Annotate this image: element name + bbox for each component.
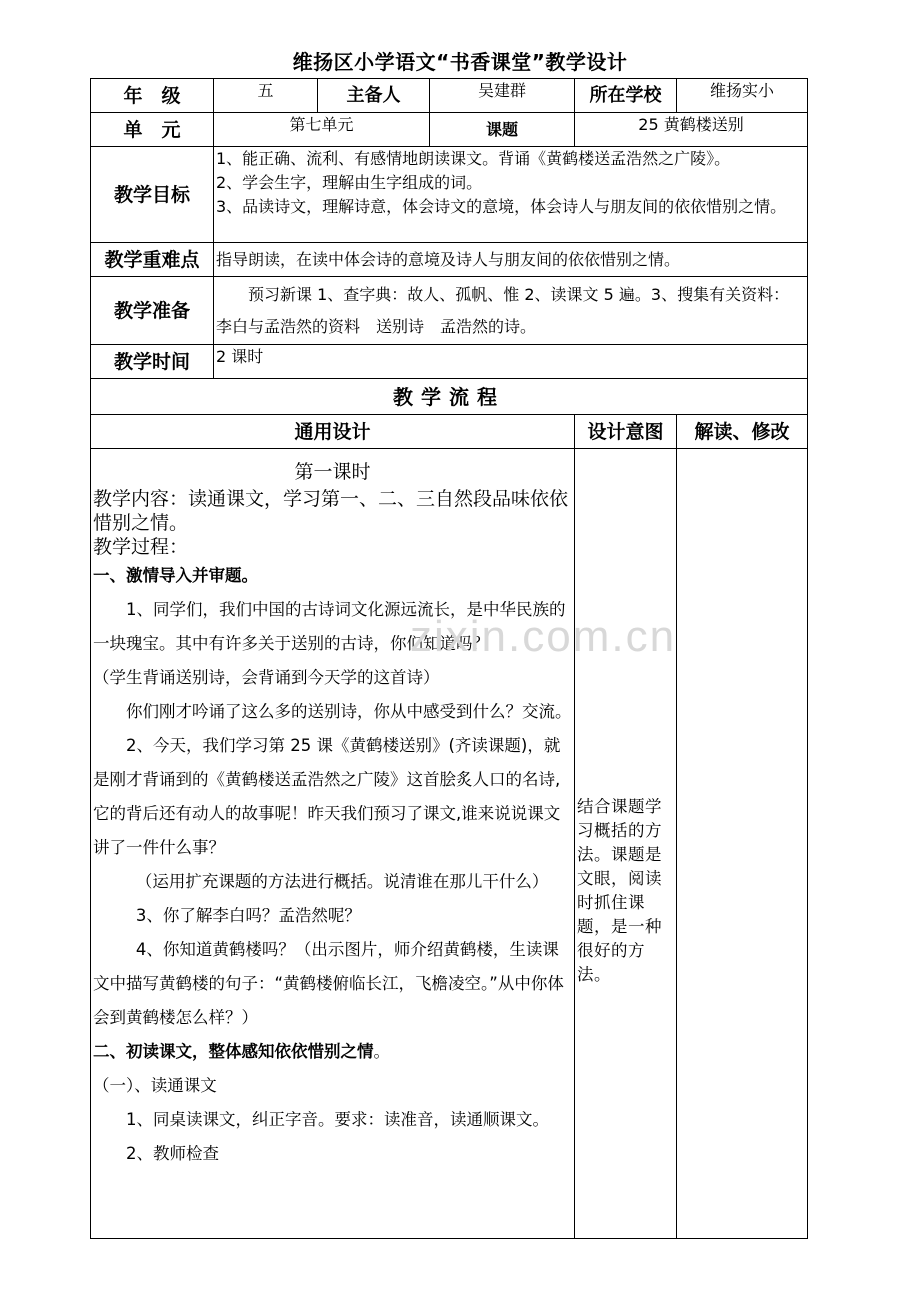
prep-label: 教学准备 xyxy=(91,277,214,345)
goal-item: 1、能正确、流利、有感情地朗读课文。背诵《黄鹤楼送孟浩然之广陵》。 xyxy=(216,149,731,168)
topic-label: 课题 xyxy=(430,113,575,147)
goals-text xyxy=(214,147,808,243)
lead-value: 吴建群 xyxy=(430,79,575,113)
paragraph: 你们刚才吟诵了这么多的送别诗，你从中感受到什么？交流。 xyxy=(126,702,572,721)
paragraph: 2、教师检查 xyxy=(126,1144,219,1163)
section-1-title: 一、激情导入并审题。 xyxy=(93,566,258,585)
col-notes-header: 解读、修改 xyxy=(677,415,808,449)
watermark: zixin.com.cn xyxy=(410,612,677,661)
lead-label: 主备人 xyxy=(318,79,430,113)
section-2-tail: 。 xyxy=(373,1042,390,1061)
paragraph: 4、你知道黄鹤楼吗？（出示图片，师介绍黄鹤楼，生读课文中描写黄鹤楼的句子：“黄鹤楼俯临长江，飞檐凌空。”从中你体会到黄鹤楼怎么样？） xyxy=(93,940,564,1027)
paragraph: 3、你了解李白吗？孟浩然呢？ xyxy=(135,906,361,925)
unit-label: 单 元 xyxy=(91,113,214,147)
document-title: 维扬区小学语文“书香课堂”教学设计 xyxy=(292,50,628,74)
time-label: 教学时间 xyxy=(91,345,214,379)
section-2-title: 二、初读课文，整体感知依依惜别之情 xyxy=(93,1042,374,1061)
school-label: 所在学校 xyxy=(575,79,677,113)
topic-value: 25 黄鹤楼送别 xyxy=(575,113,808,147)
process-label: 教学过程： xyxy=(93,536,189,558)
school-value: 维扬实小 xyxy=(677,79,808,113)
grade-value: 五 xyxy=(214,79,318,113)
lesson-content: 教学内容：读通课文，学习第一、二、三自然段品味依依惜别之情。 xyxy=(93,488,569,534)
keypoints-text: 指导朗读，在读中体会诗的意境及诗人与朋友间的依依惜别之情。 xyxy=(214,243,808,277)
design-cell xyxy=(91,449,575,1239)
intent-cell: 结合课题学习概括的方法。课题是文眼，阅读时抓住课题，是一种很好的方法。 xyxy=(575,449,677,1239)
notes-cell xyxy=(677,449,808,1239)
goal-item: 3、品读诗文，理解诗意，体会诗文的意境，体会诗人与朋友间的依依惜别之情。 xyxy=(216,197,787,216)
col-design-header: 通用设计 xyxy=(91,415,575,449)
paragraph: （运用扩充课题的方法进行概括。说清谁在那儿干什么） xyxy=(135,872,549,891)
goal-item: 2、学会生字，理解由生字组成的词。 xyxy=(216,173,483,192)
time-value: 2 课时 xyxy=(214,345,808,379)
goals-label: 教学目标 xyxy=(91,147,214,243)
paragraph: （学生背诵送别诗，会背诵到今天学的这首诗） xyxy=(93,668,440,687)
unit-value: 第七单元 xyxy=(214,113,430,147)
keypoints-label: 教学重难点 xyxy=(91,243,214,277)
col-intent-header: 设计意图 xyxy=(575,415,677,449)
flow-title: 教学流程 xyxy=(91,379,808,415)
prep-text: 预习新课 1、查字典：故人、孤帆、惟 2、读课文 5 遍。3、搜集有关资料：李白与孟浩然的资料 送别诗 孟浩然的诗。 xyxy=(214,277,808,345)
grade-label: 年 级 xyxy=(91,79,214,113)
section-2-sub: （一）、读通课文 xyxy=(93,1076,217,1095)
paragraph: 2、今天，我们学习第 25 课《黄鹤楼送别》(齐读课题)，就是刚才背诵到的《黄鹤楼送孟浩然之广陵》这首脍炙人口的名诗,它的背后还有动人的故事呢！昨天我们预习了课文,谁来说说课文讲了一件什么事？ xyxy=(93,736,561,857)
lesson-heading: 第一课时 xyxy=(294,461,371,483)
paragraph: 1、同学们，我们中国的古诗词文化源远流长，是中华民族的一块瑰宝。其中有许多关于送别的古诗，你们知道吗？ xyxy=(93,600,566,653)
paragraph: 1、同桌读课文，纠正字音。要求：读准音，读通顺课文。 xyxy=(126,1110,549,1129)
